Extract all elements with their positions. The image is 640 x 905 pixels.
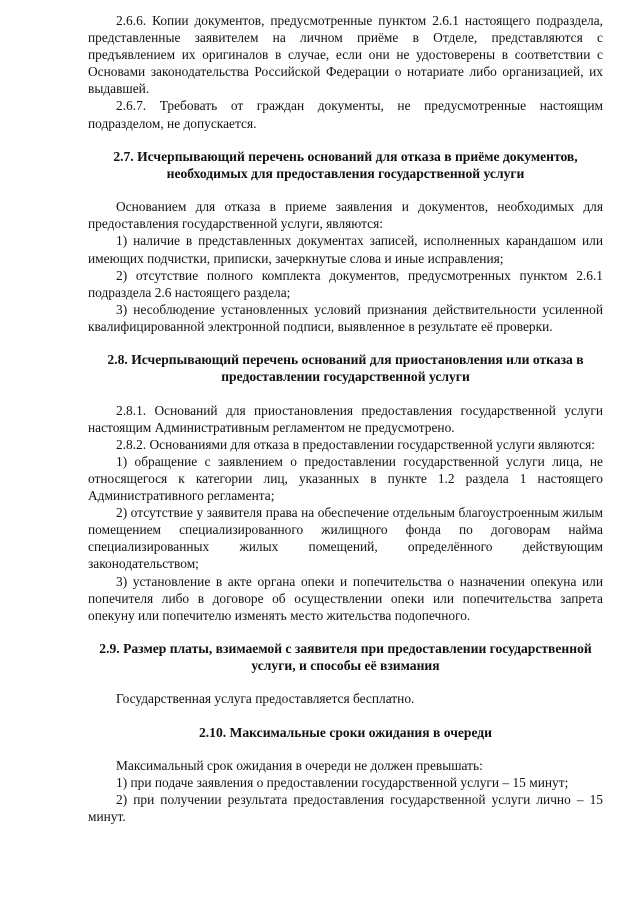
paragraph-2-8-2: 2.8.2. Основаниями для отказа в предоставлении государственной услуги являются: [116,436,595,452]
paragraph-2-7-item-2: 2) отсутствие полного комплекта документов, предусмотренных пунктом 2.6.1 подраздела 2.6 настоящего раздела; [88,267,603,300]
paragraph-2-6-7: 2.6.7. Требовать от граждан документы, не предусмотренные настоящим подразделом, не допускается. [88,98,603,131]
paragraph-2-7-item-3: 3) несоблюдение установленных условий признания действительности усиленной квалифицированной электронной подписи, выявленное в результате её проверки. [88,301,603,334]
paragraph-2-8-2-item-2: 2) отсутствие у заявителя права на обеспечение отдельным благоустроенным жилым помещением специализированного жилищного фонда по договорам найма специализированных жилых помещений, определённого действующим законодательством; [88,505,603,572]
paragraph-2-8-1: 2.8.1. Оснований для приостановления предоставления государственной услуги настоящим Административным регламентом не предусмотрено. [88,402,603,435]
paragraph-2-8-2-item-1: 1) обращение с заявлением о предоставлении государственной услуги лица, не относящегося к категории лиц, указанных в пункте 1.2 раздела 1 настоящего Административного регламента; [88,453,603,504]
heading-2-7: 2.7. Исчерпывающий перечень оснований для отказа в приёме документов, необходимых для предоставления государственной услуги [113,148,578,181]
heading-2-9: 2.9. Размер платы, взимаемой с заявителя при предоставлении государственной услуги, и способы её взимания [99,640,592,674]
paragraph-2-8-2-item-3: 3) установление в акте органа опеки и попечительства о назначении опекуна или попечителя либо в договоре об осуществлении опеки или попечительства запрета опекуну или попечителю изменять место жительства подопечного. [88,573,603,623]
paragraph-2-7-intro: Основанием для отказа в приеме заявления и документов, необходимых для предоставления государственной услуги, являются: [88,199,603,232]
heading-2-8: 2.8. Исчерпывающий перечень оснований для приостановления или отказа в предоставлении государственной услуги [107,352,584,385]
paragraph-2-9: Государственная услуга предоставляется бесплатно. [116,691,415,707]
paragraph-2-10-item-1: 1) при подаче заявления о предоставлении государственной услуги – 15 минут; [116,774,569,790]
heading-2-10: 2.10. Максимальные сроки ожидания в очереди [198,724,493,740]
paragraph-2-10-item-2: 2) при получении результата предоставления государственной услуги лично – 15 минут. [88,791,603,825]
paragraph-2-10-intro: Максимальный срок ожидания в очереди не должен превышать: [116,757,483,773]
paragraph-2-7-item-1: 1) наличие в представленных документах записей, исполненных карандашом или имеющих подчистки, приписки, зачеркнутые слова и иные исправления; [88,233,603,266]
paragraph-2-6-6: 2.6.6. Копии документов, предусмотренные пунктом 2.6.1 настоящего подраздела, представленные заявителем на личном приёме в Отделе, представляются с предъявлением их оригиналов в случае, если они не удостоверены в соответствии с Основами законодательства Российской Федерации о нотариате либо организацией, их выдавшей. [88,13,603,97]
document-body [88,12,603,825]
